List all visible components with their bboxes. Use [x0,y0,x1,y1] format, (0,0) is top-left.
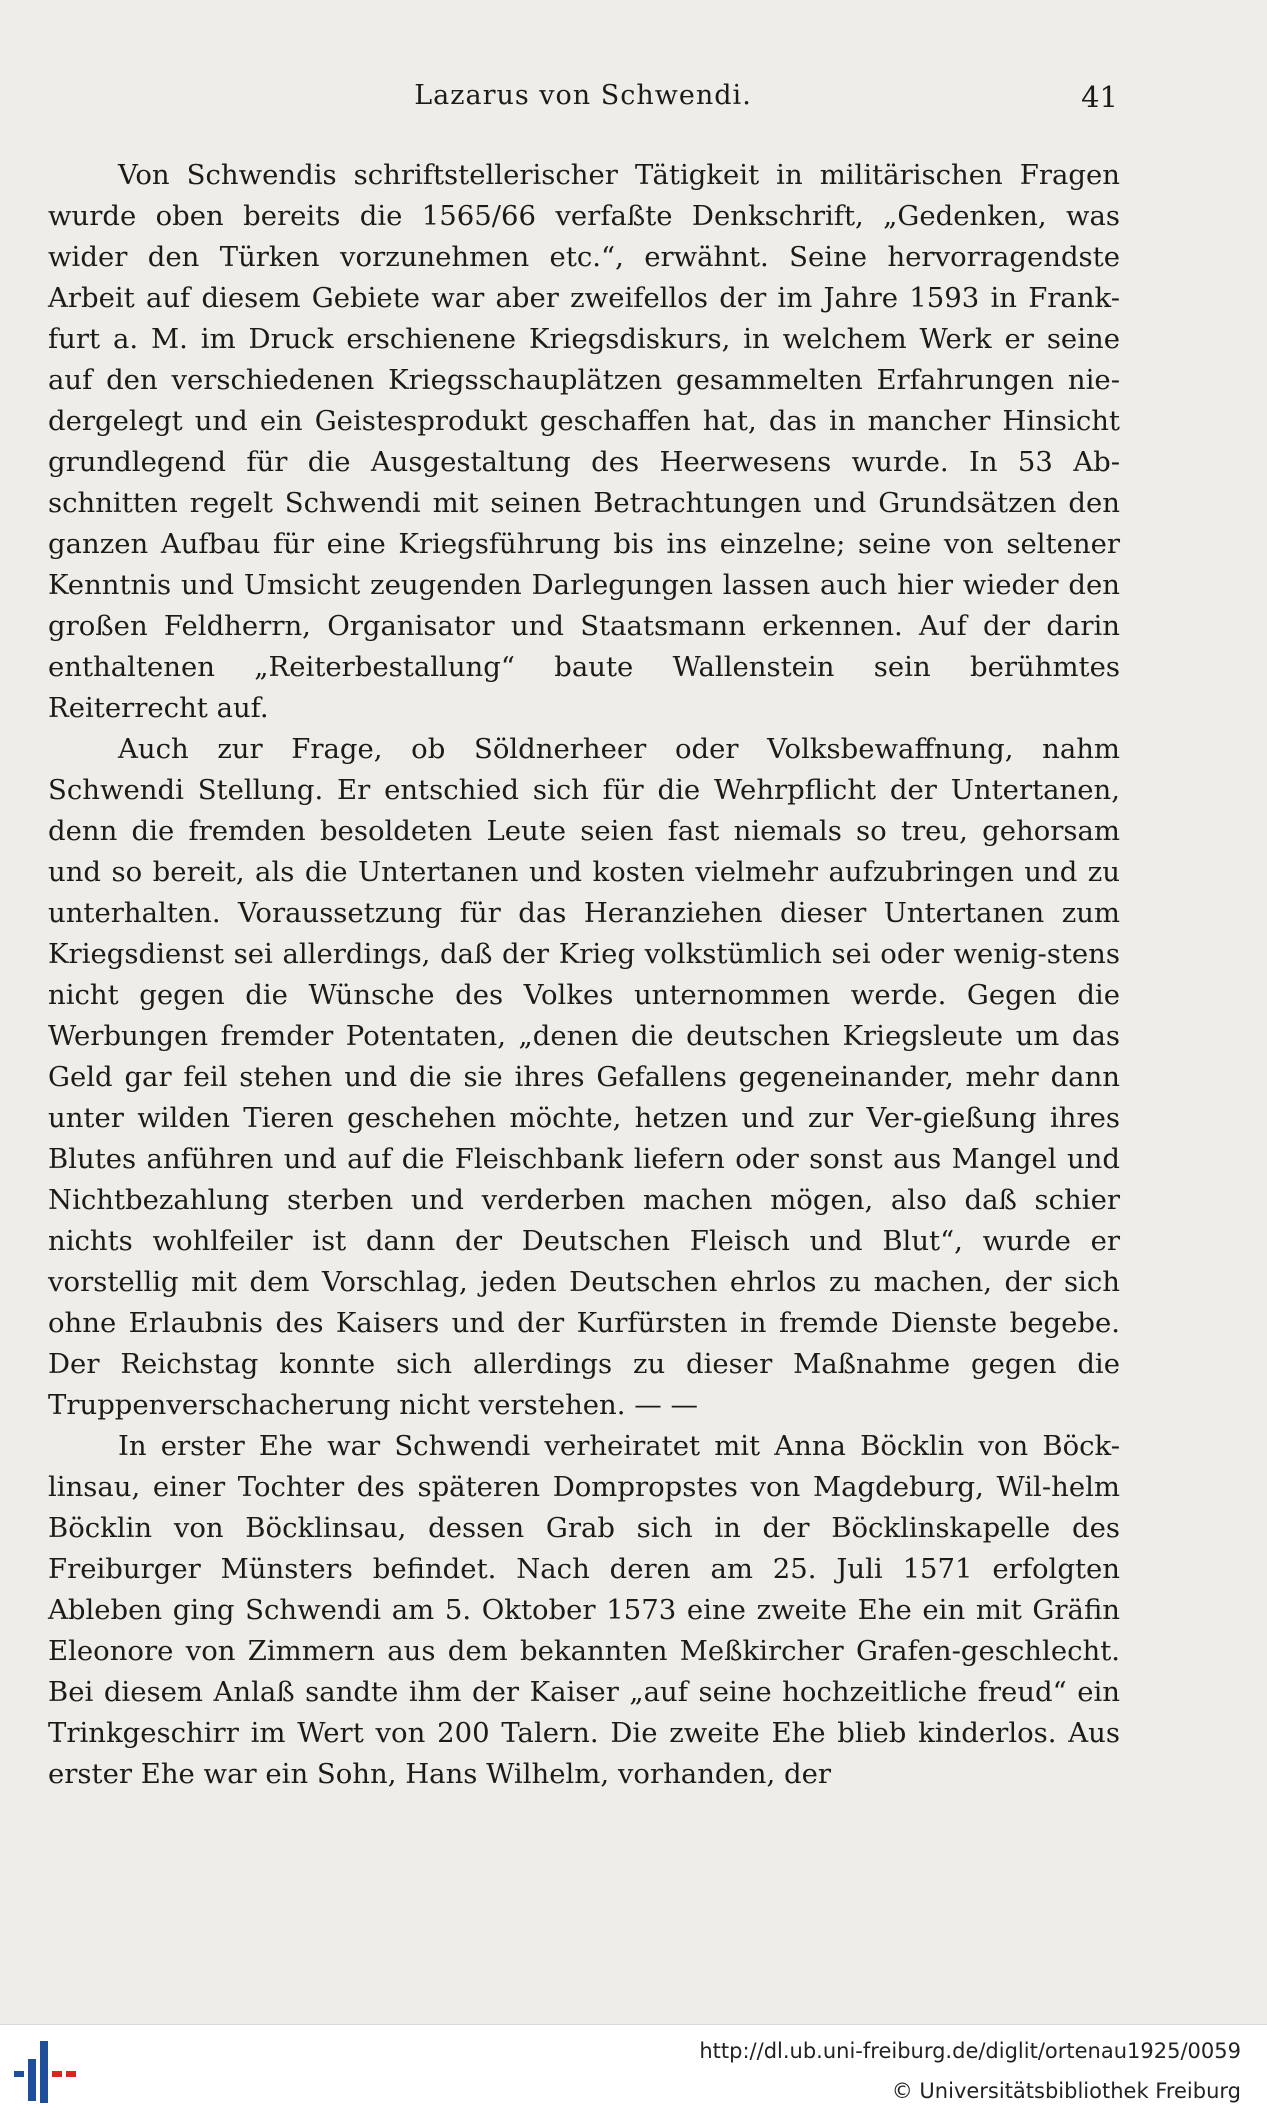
paragraph: In erster Ehe war Schwendi verheiratet mit Anna Böcklin von Böck-linsau, einer Tochter des späteren Dompropstes von Magdeburg, Wil-helm Böcklin von Böcklinsau, dessen Grab sich in der Böcklinskapelle des Freiburger Münsters befindet. Nach deren am 25. Juli 1571 erfolgten Ableben ging Schwendi am 5. Oktober 1573 eine zweite Ehe ein mit Gräfin Eleonore von Zimmern aus dem bekannten Meßkircher Grafen-geschlecht. Bei diesem Anlaß sandte ihm der Kaiser „auf seine hochzeitliche freud“ ein Trinkgeschirr im Wert von 200 Talern. Die zweite Ehe blieb kinderlos. Aus erster Ehe war ein Sohn, Hans Wilhelm, vorhanden, der [48,1430,1120,1790]
copyright-text: © Universitätsbibliothek Freiburg [891,2079,1241,2103]
running-title: Lazarus von Schwendi. [414,80,752,111]
viewer-footer [0,2024,1267,2116]
permalink-link[interactable]: http://dl.ub.uni-freiburg.de/diglit/ortenau1925/0059 [699,2039,1241,2063]
paragraph: Auch zur Frage, ob Söldnerheer oder Volksbewaffnung, nahm Schwendi Stellung. Er entschied sich für die Wehrpflicht der Untertanen, denn die fremden besoldeten Leute seien fast niemals so treu, gehorsam und so bereit, als die Untertanen und kosten vielmehr aufzubringen und zu unterhalten. Voraussetzung für das Heranziehen dieser Untertanen zum Kriegsdienst sei allerdings, daß der Krieg volkstümlich sei oder wenig-stens nicht gegen die Wünsche des Volkes unternommen werde. Gegen die Werbungen fremder Potentaten, „denen die deutschen Kriegsleute um das Geld gar feil stehen und die sie ihres Gefallens gegeneinander, mehr dann unter wilden Tieren geschehen möchte, hetzen und zur Ver-gießung ihres Blutes anführen und auf die Fleischbank liefern oder sonst aus Mangel und Nichtbezahlung sterben und verderben machen mögen, also daß schier nichts wohlfeiler ist dann der Deutschen Fleisch und Blut“, wurde er vorstellig mit dem Vorschlag, jeden Deutschen ehrlos zu machen, der sich ohne Erlaubnis des Kaisers und der Kurfürsten in fremde Dienste begebe. Der Reichstag konnte sich allerdings zu dieser Maßnahme gegen die Truppenverschacherung nicht verstehen. — — [48,733,1120,1421]
body-text [48,155,1120,1795]
page-number: 41 [1081,80,1118,114]
paragraph: Von Schwendis schriftstellerischer Tätigkeit in militärischen Fragen wurde oben bereits die 1565/66 verfaßte Denkschrift, „Gedenken, was wider den Türken vorzunehmen etc.“, erwähnt. Seine hervorragendste Arbeit auf diesem Gebiete war aber zweifellos der im Jahre 1593 in Frank-furt a. M. im Druck erschienene Kriegsdiskurs, in welchem Werk er seine auf den verschiedenen Kriegsschauplätzen gesammelten Erfahrungen nie-dergelegt und ein Geistesprodukt geschaffen hat, das in mancher Hinsicht grundlegend für die Ausgestaltung des Heerwesens wurde. In 53 Ab-schnitten regelt Schwendi mit seinen Betrachtungen und Grundsätzen den ganzen Aufbau für eine Kriegsführung bis ins einzelne; seine von seltener Kenntnis und Umsicht zeugenden Darlegungen lassen auch hier wieder den großen Feldherrn, Organisator und Staatsmann erkennen. Auf der darin enthaltenen „Reiterbestallung“ baute Wallenstein sein berühmtes Reiterrecht auf. [48,159,1120,724]
page-header [48,80,1118,120]
library-logo-icon [14,2041,78,2105]
